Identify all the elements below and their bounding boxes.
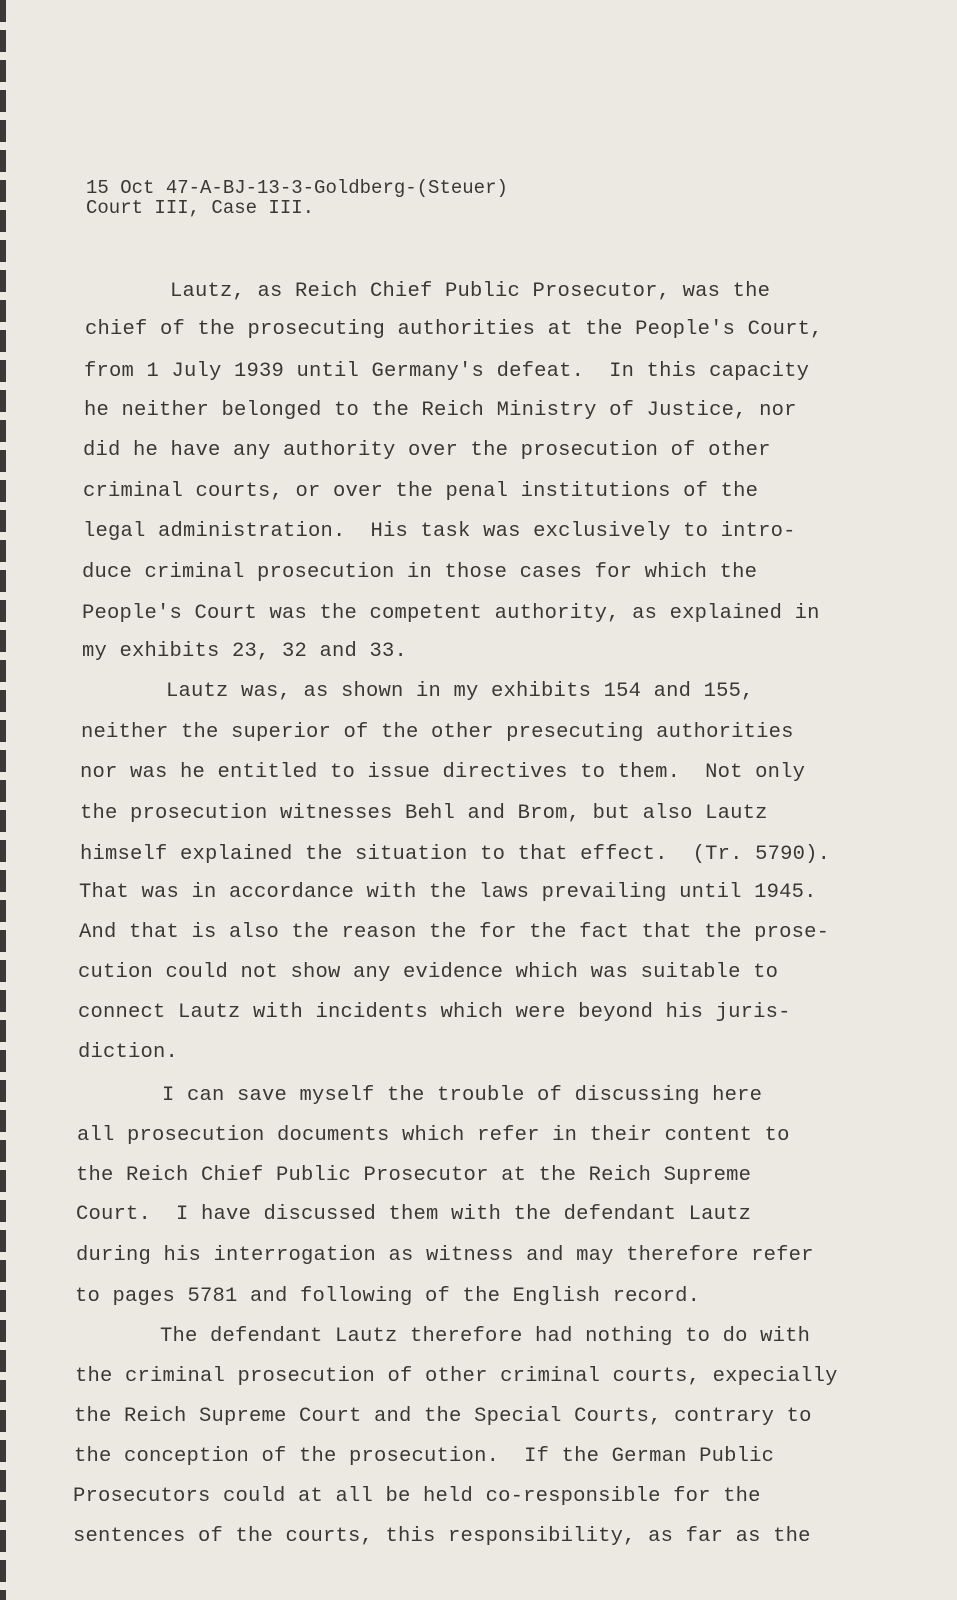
text-line: Lautz, as Reich Chief Public Prosecutor, was the [170, 280, 771, 303]
text-line: legal administration. His task was exclusively to intro- [83, 520, 796, 543]
text-line: he neither belonged to the Reich Ministry of Justice, nor [84, 399, 797, 422]
text-line: duce criminal prosecution in those cases for which the [82, 561, 758, 584]
document-header-line-2: Court III, Case III. [86, 197, 315, 219]
text-line: from 1 July 1939 until Germany's defeat. In this capacity [84, 360, 810, 383]
text-line: Prosecutors could at all be held co-responsible for the [73, 1485, 761, 1508]
document-header-line-1: 15 Oct 47-A-BJ-13-3-Goldberg-(Steuer) [86, 177, 508, 199]
text-line: the prosecution witnesses Behl and Brom, but also Lautz [80, 802, 768, 825]
text-line: the Reich Chief Public Prosecutor at the Reich Supreme [76, 1164, 752, 1187]
text-line: connect Lautz with incidents which were beyond his juris- [78, 1001, 791, 1024]
text-line: criminal courts, or over the penal institutions of the [83, 480, 759, 503]
text-line: That was in accordance with the laws prevailing until 1945. [79, 881, 817, 904]
text-line: chief of the prosecuting authorities at the People's Court, [85, 318, 823, 341]
text-line: Court. I have discussed them with the defendant Lautz [76, 1203, 752, 1226]
text-line: sentences of the courts, this responsibility, as far as the [73, 1525, 811, 1548]
text-line: People's Court was the competent authority, as explained in [82, 602, 820, 625]
text-line: to pages 5781 and following of the English record. [75, 1285, 701, 1308]
text-line: I can save myself the trouble of discussing here [162, 1084, 763, 1107]
binding-edge [0, 0, 6, 1600]
text-line: the conception of the prosecution. If the German Public [74, 1445, 775, 1468]
text-line: The defendant Lautz therefore had nothing to do with [160, 1325, 811, 1348]
text-line: And that is also the reason the for the fact that the prose- [79, 921, 830, 944]
text-line: the criminal prosecution of other criminal courts, expecially [75, 1365, 838, 1388]
text-line: diction. [78, 1041, 179, 1064]
text-line: Lautz was, as shown in my exhibits 154 and 155, [166, 680, 754, 703]
text-line: neither the superior of the other presecuting authorities [81, 721, 794, 744]
text-line: cution could not show any evidence which was suitable to [78, 961, 779, 984]
text-line: during his interrogation as witness and may therefore refer [76, 1244, 814, 1267]
text-line: did he have any authority over the prosecution of other [83, 439, 771, 462]
text-line: nor was he entitled to issue directives to them. Not only [80, 761, 806, 784]
text-line: the Reich Supreme Court and the Special Courts, contrary to [74, 1405, 812, 1428]
text-line: my exhibits 23, 32 and 33. [82, 640, 408, 663]
text-line: all prosecution documents which refer in their content to [77, 1124, 790, 1147]
text-line: himself explained the situation to that effect. (Tr. 5790). [80, 843, 831, 866]
